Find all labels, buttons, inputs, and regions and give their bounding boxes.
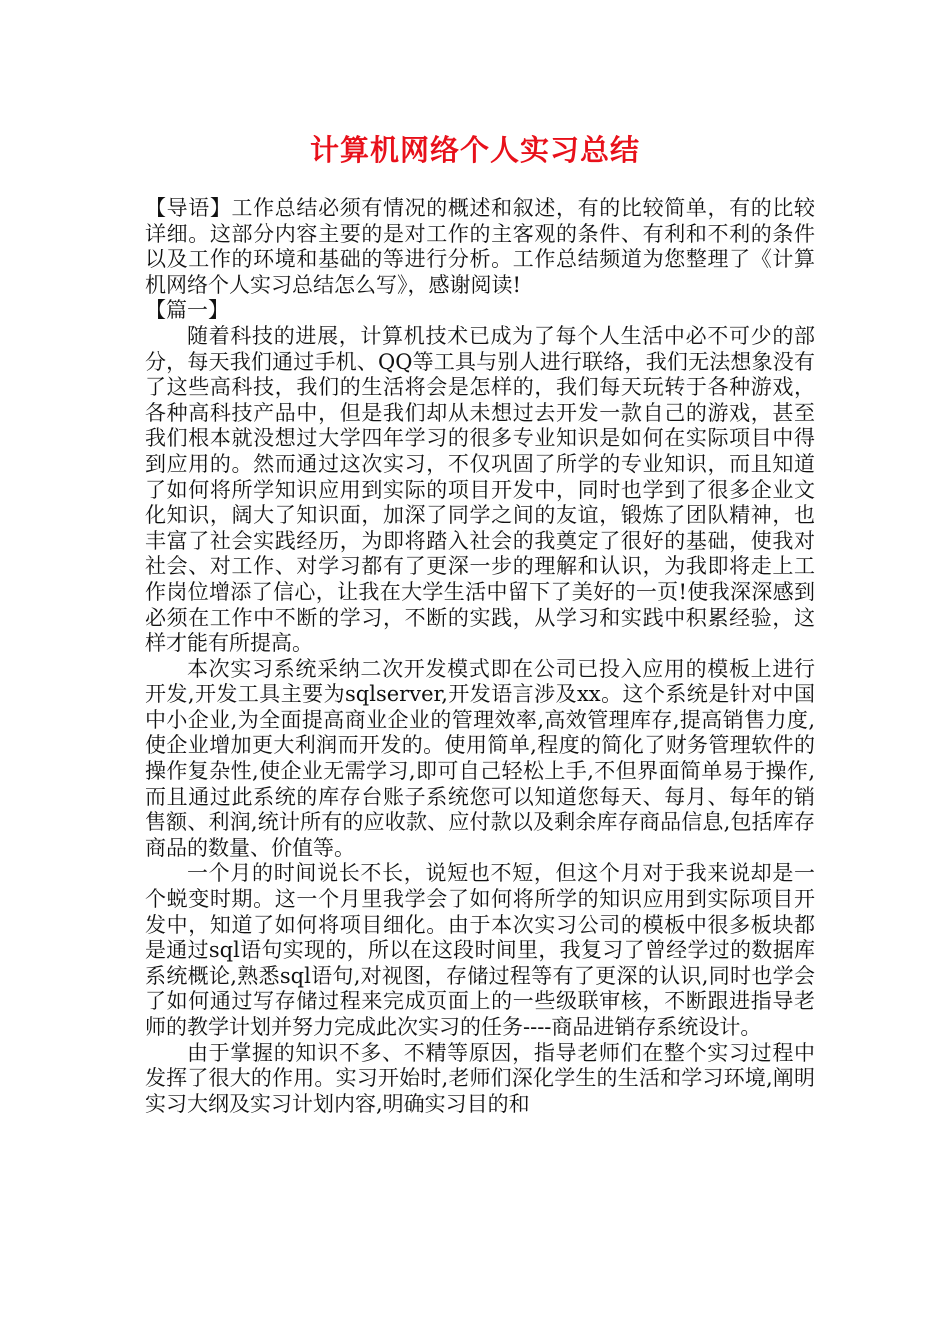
body-paragraph: 本次实习系统采纳二次开发模式即在公司已投入应用的模板上进行开发,开发工具主要为sqlserver,开发语言涉及xx。这个系统是针对中国中小企业,为全面提高商业企业的管理效率,高效管理库存,提高销售力度,使企业增加更大利润而开发的。使用简单,程度的简化了财务管理软件的操作复杂性,使企业无需学习,即可自己轻松上手,不但界面简单易于操作,而且通过此系统的库存台账子系统您可以知道您每天、每月、每年的销售额、利润,统计所有的应收款、应付款以及剩余库存商品信息,包括库存商品的数量、价值等。 <box>145 656 815 860</box>
section-label: 【篇一】 <box>145 298 229 323</box>
document-body <box>145 196 815 1117</box>
body-paragraph: 一个月的时间说长不长，说短也不短，但这个月对于我来说却是一个蜕变时期。这一个月里我学会了如何将所学的知识应用到实际项目开发中，知道了如何将项目细化。由于本次实习公司的模板中很多板块都是通过sql语句实现的，所以在这段时间里，我复习了曾经学过的数据库系统概论,熟悉sql语句,对视图，存储过程等有了更深的认识,同时也学会了如何通过写存储过程来完成页面上的一些级联审核，不断跟进指导老师的教学计划并努力完成此次实习的任务----商品进销存系统设计。 <box>145 861 815 1039</box>
intro-paragraph: 【导语】工作总结必须有情况的概述和叙述，有的比较简单，有的比较详细。这部分内容主要的是对工作的主客观的条件、有利和不利的条件以及工作的环境和基础的等进行分析。工作总结频道为您整理了《计算机网络个人实习总结怎么写》，感谢阅读! <box>145 196 815 297</box>
body-paragraph: 随着科技的进展，计算机技术已成为了每个人生活中必不可少的部分，每天我们通过手机、QQ等工具与别人进行联络，我们无法想象没有了这些高科技，我们的生活将会是怎样的，我们每天玩转于各种游戏，各种高科技产品中，但是我们却从未想过去开发一款自己的游戏，甚至我们根本就没想过大学四年学习的很多专业知识是如何在实际项目中得到应用的。然而通过这次实习，不仅巩固了所学的专业知识，而且知道了如何将所学知识应用到实际的项目开发中，同时也学到了很多企业文化知识，阔大了知识面，加深了同学之间的友谊，锻炼了团队精神，也丰富了社会实践经历，为即将踏入社会的我奠定了很好的基础，使我对社会、对工作、对学习都有了更深一步的理解和认识，为我即将走上工作岗位增添了信心，让我在大学生活中留下了美好的一页!使我深深感到必须在工作中不断的学习，不断的实践，从学习和实践中积累经验，这样才能有所提高。 <box>145 323 815 656</box>
document-title: 计算机网络个人实习总结 <box>309 133 640 167</box>
body-paragraph: 由于掌握的知识不多、不精等原因，指导老师们在整个实习过程中发挥了很大的作用。实习开始时,老师们深化学生的生活和学习环境,阐明实习大纲及实习计划内容,明确实习目的和 <box>145 1040 815 1116</box>
